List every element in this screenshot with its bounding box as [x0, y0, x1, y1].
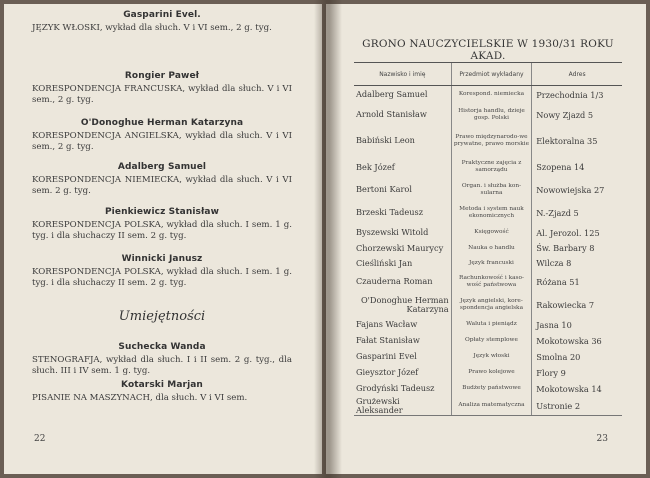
table-row — [354, 104, 622, 126]
subject-cell: Prawo międzynarodo-we prywatne, prawo morskie — [451, 126, 532, 156]
table-row — [354, 333, 622, 349]
column-header-subject: Przedmiot wykładany — [451, 63, 532, 86]
lecture-description: KORESPONDENCJA ANGIELSKA, wykład dla słuch. V i VI sem., 2 g. tyg. — [32, 131, 292, 153]
column-header-address: Adres — [532, 63, 622, 86]
address-cell: Mokotowska 36 — [532, 333, 622, 349]
lecturer-name: Suchecka Wanda — [118, 342, 206, 352]
address-cell: Al. Jerozol. 125 — [532, 225, 622, 241]
name-cell: Babiński Leon — [356, 135, 415, 145]
lecture-description: PISANIE NA MASZYNACH, dla słuch. V i VI sem. — [32, 393, 248, 403]
table-row — [354, 201, 622, 225]
name-cell: Gieysztor Józef — [356, 367, 419, 377]
lecturer-name: Winnicki Janusz — [121, 254, 203, 264]
lecturer-name: Adalberg Samuel — [117, 162, 207, 172]
table-row — [354, 365, 622, 381]
lecture-description: KORESPONDENCJA POLSKA, wykład dla słuch. I sem. 1 g. tyg. i dla słuchaczy II sem. 2 g. tyg. — [32, 267, 292, 289]
address-cell: Św. Barbary 8 — [532, 241, 622, 256]
address-cell: Różana 51 — [532, 271, 622, 293]
subject-cell: Rachunkowość i kaso-wość państwowa — [451, 271, 532, 293]
subject-cell: Budżety państwowe — [451, 381, 532, 397]
address-cell: Przechodnia 1/3 — [532, 86, 622, 104]
faculty-table — [354, 62, 622, 416]
table-row — [354, 86, 622, 104]
address-cell: Rakowiecka 7 — [532, 293, 622, 317]
table-row — [354, 126, 622, 156]
subject-cell: Język angielski, kore-spondencja angielska — [451, 293, 532, 317]
table-row — [354, 241, 622, 256]
lecture-description: KORESPONDENCJA NIEMIECKA, wykład dla słuch. V i VI sem. 2 g. tyg. — [32, 175, 292, 197]
lecturer-name: O'Donoghue Herman Katarzyna — [80, 118, 244, 128]
subject-cell: Metoda i system nauk ekonomicznych — [451, 201, 532, 225]
name-cell: Arnold Stanisław — [356, 109, 427, 119]
address-cell: Wilcza 8 — [532, 256, 622, 271]
table-row — [354, 225, 622, 241]
right-page — [326, 4, 646, 474]
address-cell: Mokotowska 14 — [532, 381, 622, 397]
table-row — [354, 156, 622, 179]
name-cell: Grodyński Tadeusz — [356, 383, 435, 393]
table-header-row — [354, 63, 622, 86]
entry — [32, 71, 292, 107]
entry — [32, 118, 292, 154]
subject-cell: Nauka o handlu — [451, 241, 532, 256]
name-cell: O'Donoghue Herman Katarzyna — [360, 294, 449, 314]
subject-cell: Język francuski — [451, 256, 532, 271]
left-page — [4, 4, 322, 474]
name-cell: Cieśliński Jan — [356, 257, 413, 268]
entry — [32, 207, 292, 243]
subject-cell: Język włoski — [451, 349, 532, 365]
table-row — [354, 256, 622, 271]
name-cell: Grużewski Aleksander — [354, 397, 451, 416]
address-cell: Flory 9 — [532, 365, 622, 381]
table-row — [354, 349, 622, 365]
subject-cell: Prawo kolejowe — [451, 365, 532, 381]
name-cell: Chorzewski Maurycy — [356, 242, 444, 253]
entry — [32, 380, 292, 404]
subject-cell: Korespond. niemiecka — [451, 86, 532, 104]
name-cell: Adalberg Samuel — [356, 89, 428, 100]
address-cell: N.-Zjazd 5 — [532, 201, 622, 225]
table-row — [354, 381, 622, 397]
subject-cell: Praktyczne zajęcia z samorządu — [451, 156, 532, 179]
page-number: 23 — [596, 434, 608, 444]
name-cell: Bek Józef — [356, 161, 395, 172]
address-cell: Jasna 10 — [532, 317, 622, 333]
lecturer-name: Kotarski Marjan — [121, 380, 203, 390]
subject-cell: Analiza matematyczna — [451, 397, 532, 416]
address-cell: Nowy Zjazd 5 — [532, 104, 622, 126]
lecture-description: KORESPONDENCJA FRANCUSKA, wykład dla słuch. V i VI sem., 2 g. tyg. — [32, 84, 292, 106]
entry — [32, 10, 292, 34]
entry — [32, 162, 292, 198]
name-cell: Brzeski Tadeusz — [356, 207, 424, 217]
table-row — [354, 179, 622, 201]
address-cell: Nowowiejska 27 — [532, 179, 622, 201]
table-row — [354, 293, 622, 317]
table-row — [354, 271, 622, 293]
name-cell: Byszewski Witold — [356, 227, 429, 237]
page-number: 22 — [34, 434, 46, 444]
entry — [32, 254, 292, 290]
address-cell: Ustronie 2 — [532, 397, 622, 416]
page-title: GRONO NAUCZYCIELSKIE W 1930/31 ROKU AKAD. — [362, 38, 614, 62]
lecturer-name: Pienkiewicz Stanisław — [104, 207, 219, 217]
column-header-name: Nazwisko i imię — [354, 63, 451, 86]
table-row — [354, 397, 622, 416]
table-row — [354, 317, 622, 333]
name-cell: Fałat Stanisław — [356, 335, 420, 345]
subject-cell: Księgowość — [451, 225, 532, 241]
subject-cell: Opłaty stemplowe — [451, 333, 532, 349]
subject-cell: Organ. i służba kon-sularna — [451, 179, 532, 201]
entry — [32, 342, 292, 378]
address-cell: Elektoralna 35 — [532, 126, 622, 156]
name-cell: Gasparini Evel — [356, 351, 417, 361]
lecture-description: STENOGRAFJA, wykład dla słuch. I i II sem. 2 g. tyg., dla słuch. III i IV sem. 1 g. tyg. — [32, 355, 292, 377]
section-heading: Umiejętności — [118, 309, 206, 324]
name-cell: Fajans Wacław — [356, 319, 418, 329]
address-cell: Smolna 20 — [532, 349, 622, 365]
name-cell: Bertoni Karol — [356, 184, 412, 194]
subject-cell: Waluta i pieniądz — [451, 317, 532, 333]
lecturer-name: Gasparini Evel. — [123, 10, 201, 20]
address-cell: Szopena 14 — [532, 156, 622, 179]
name-cell: Czauderna Roman — [356, 276, 433, 286]
lecture-description: KORESPONDENCJA POLSKA, wykład dla słuch. I sem. 1 g. tyg. i dla słuchaczy II sem. 2 g. tyg. — [32, 220, 292, 242]
lecturer-name: Rongier Paweł — [124, 71, 200, 81]
lecture-description: JĘZYK WŁOSKI, wykład dla słuch. V i VI sem., 2 g. tyg. — [32, 23, 272, 33]
subject-cell: Historja handlu, dzieje gosp. Polski — [451, 104, 532, 126]
